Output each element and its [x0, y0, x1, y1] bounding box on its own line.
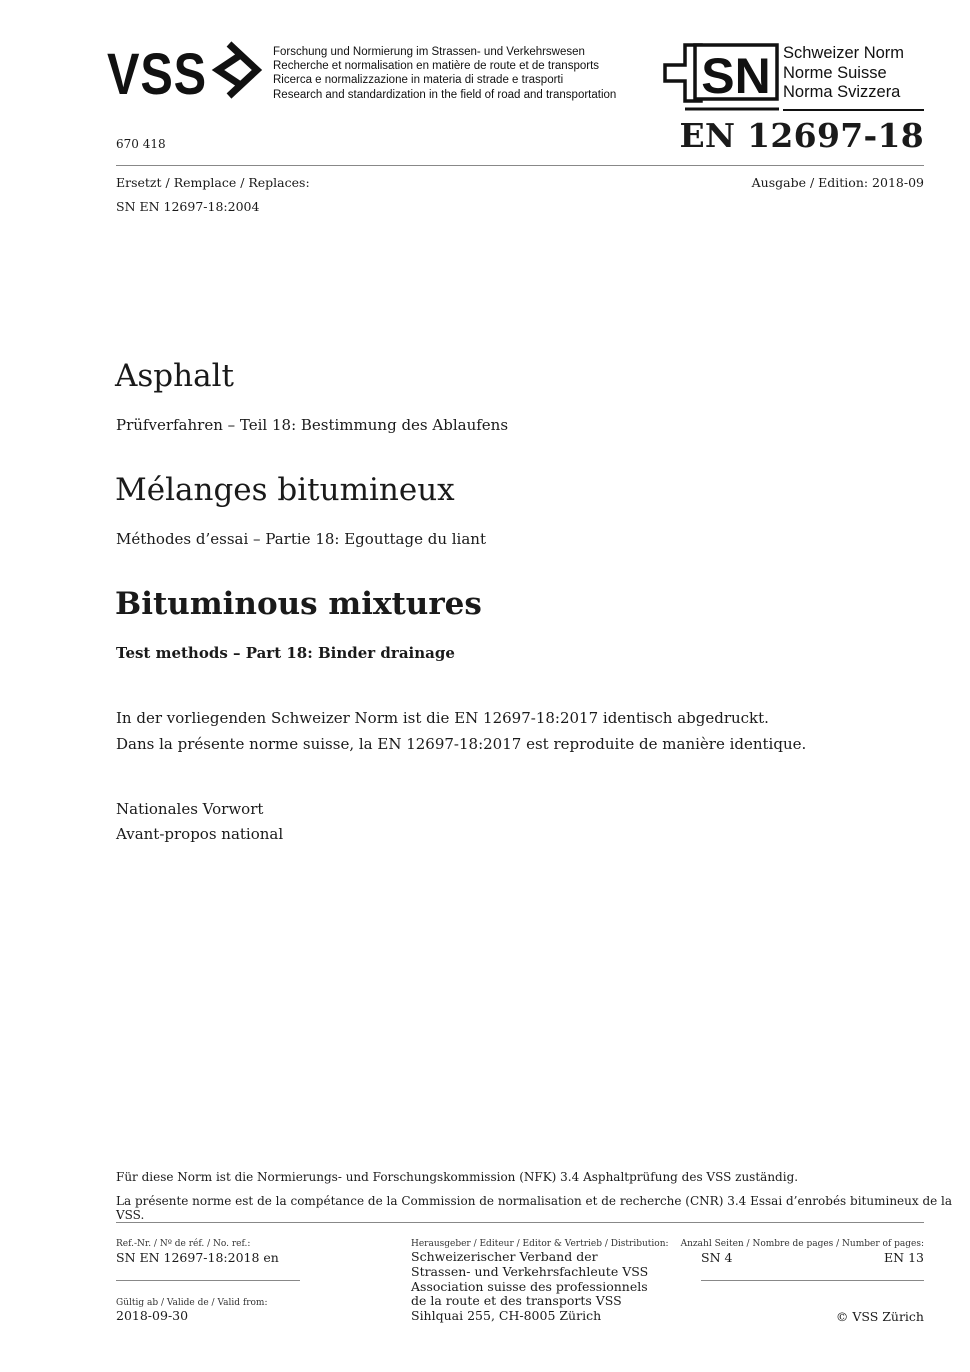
- valid-from-label: Gültig ab / Valide de / Valid from:: [116, 1298, 268, 1308]
- publisher-line: de la route et des transports VSS: [411, 1293, 622, 1309]
- publisher-address: [411, 1250, 648, 1324]
- responsibility-de: Für diese Norm ist die Normierungs- und Forschungskommission (NFK) 3.4 Asphaltprüfung des VSS zuständig.: [116, 1170, 799, 1184]
- replaces-label: Ersetzt / Remplace / Replaces:: [116, 175, 310, 190]
- pages-label: Anzahl Seiten / Nombre de pages / Number of pages:: [680, 1239, 924, 1249]
- sn-norm-names: [783, 44, 904, 103]
- publisher-line: Strassen- und Verkehrsfachleute VSS: [411, 1263, 649, 1279]
- reference-value: SN EN 12697-18:2018 en: [116, 1250, 279, 1265]
- identical-note-de: In der vorliegenden Schweizer Norm ist die EN 12697-18:2017 identisch abgedruckt.: [116, 709, 769, 727]
- copyright: © VSS Zürich: [835, 1309, 924, 1324]
- title-en: Bituminous mixtures: [115, 586, 482, 622]
- publisher-label: Herausgeber / Editeur / Editor & Vertrieb / Distribution:: [411, 1239, 669, 1249]
- vss-tagline: [273, 45, 616, 102]
- subtitle-fr: Méthodes d’essai – Partie 18: Egouttage du liant: [116, 530, 486, 548]
- pages-sn: SN 4: [701, 1250, 733, 1265]
- reference-label: Ref.-Nr. / Nº de réf. / No. ref.:: [116, 1239, 251, 1249]
- subtitle-de: Prüfverfahren – Teil 18: Bestimmung des Ablaufens: [116, 416, 509, 434]
- document-number: 670 418: [116, 137, 166, 151]
- title-de: Asphalt: [115, 358, 234, 394]
- replaces-value: SN EN 12697-18:2004: [116, 199, 260, 214]
- footer-divider: [116, 1222, 924, 1223]
- publisher-line: Association suisse des professionnels: [411, 1278, 648, 1294]
- edition: Ausgabe / Edition: 2018-09: [751, 175, 924, 190]
- pages-divider: [701, 1280, 924, 1281]
- identical-note-fr: Dans la présente norme suisse, la EN 12697-18:2017 est reproduite de manière identique.: [116, 735, 807, 753]
- vss-logo: [107, 40, 267, 100]
- responsibility-fr: La présente norme est de la compétance de la Commission de normalisation et de recherche (CNR) 3.4 Essai d’enrobés bitumineux de la VSS.: [116, 1194, 953, 1222]
- sn-norm-fr: Norme Suisse: [783, 63, 887, 82]
- vss-logo-text: VSS: [107, 42, 207, 100]
- foreword-de: Nationales Vorwort: [116, 800, 264, 818]
- pages-en: EN 13: [884, 1250, 924, 1265]
- header-divider: [116, 165, 924, 166]
- sn-norm-it: Norma Svizzera: [783, 83, 901, 101]
- publisher-line: Sihlquai 255, CH-8005 Zürich: [411, 1308, 602, 1324]
- publisher-line: Schweizerischer Verband der: [411, 1249, 598, 1264]
- sn-norm-de: Schweizer Norm: [783, 44, 905, 62]
- vss-tagline-en: Research and standardization in the field of road and transportation: [273, 88, 617, 101]
- reference-divider: [116, 1280, 300, 1281]
- subtitle-en: Test methods – Part 18: Binder drainage: [116, 644, 455, 662]
- sn-logo: [657, 43, 779, 113]
- title-fr: Mélanges bitumineux: [115, 472, 455, 508]
- sn-underline: [783, 109, 924, 111]
- valid-from-value: 2018-09-30: [116, 1308, 189, 1323]
- vss-tagline-fr: Recherche et normalisation en matière de route et de transports: [273, 60, 600, 73]
- standard-id: EN 12697-18: [679, 116, 924, 155]
- vss-tagline-it: Ricerca e normalizzazione in materia di strade e trasporti: [273, 74, 564, 87]
- sn-logo-text: SN: [701, 48, 771, 104]
- foreword-fr: Avant-propos national: [116, 825, 284, 843]
- vss-tagline-de: Forschung und Normierung im Strassen- und Verkehrswesen: [273, 46, 585, 58]
